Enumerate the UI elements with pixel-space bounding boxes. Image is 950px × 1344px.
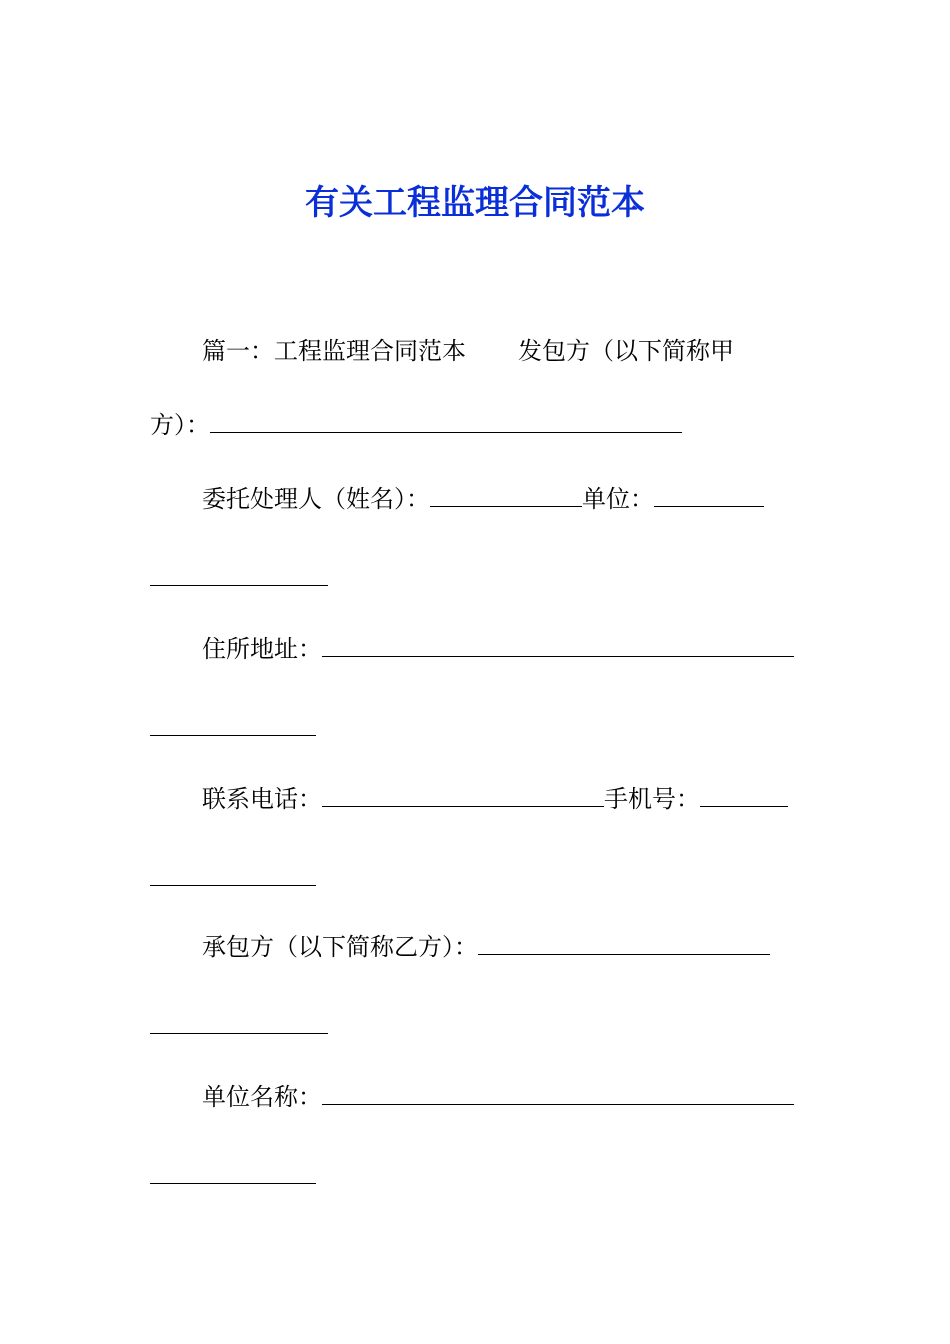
agent-line <box>202 482 764 516</box>
contractor-blank-continued[interactable] <box>150 1033 328 1034</box>
employer-blank[interactable] <box>210 410 682 433</box>
section-heading: 篇一：工程监理合同范本 <box>202 337 466 365</box>
contractor-line <box>202 930 770 964</box>
agent-label: 委托处理人（姓名）： <box>202 485 430 513</box>
unit-name-label: 单位名称： <box>202 1083 322 1111</box>
contractor-blank[interactable] <box>478 932 770 955</box>
unit-blank-continued[interactable] <box>150 585 328 586</box>
employer-label-cont: 方）： <box>150 411 210 439</box>
paragraph-1-continued <box>150 408 682 442</box>
unit-name-blank-continued[interactable] <box>150 1183 316 1184</box>
address-blank[interactable] <box>322 634 794 657</box>
phone-line <box>202 782 788 816</box>
unit-blank[interactable] <box>654 484 764 507</box>
unit-name-blank[interactable] <box>322 1082 794 1105</box>
address-line <box>202 632 794 666</box>
address-label: 住所地址： <box>202 635 322 663</box>
mobile-blank[interactable] <box>700 784 788 807</box>
document-title: 有关工程监理合同范本 <box>305 183 645 223</box>
phone-label: 联系电话： <box>202 785 322 813</box>
paragraph-1 <box>202 334 734 368</box>
unit-name-line <box>202 1080 794 1114</box>
contractor-label: 承包方（以下简称乙方）： <box>202 933 478 961</box>
address-blank-continued[interactable] <box>150 735 316 736</box>
mobile-label: 手机号： <box>604 785 700 813</box>
employer-label: 发包方（以下简称甲 <box>518 337 734 365</box>
phone-blank[interactable] <box>322 784 604 807</box>
unit-label: 单位： <box>582 485 654 513</box>
agent-name-blank[interactable] <box>430 484 582 507</box>
mobile-blank-continued[interactable] <box>150 885 316 886</box>
